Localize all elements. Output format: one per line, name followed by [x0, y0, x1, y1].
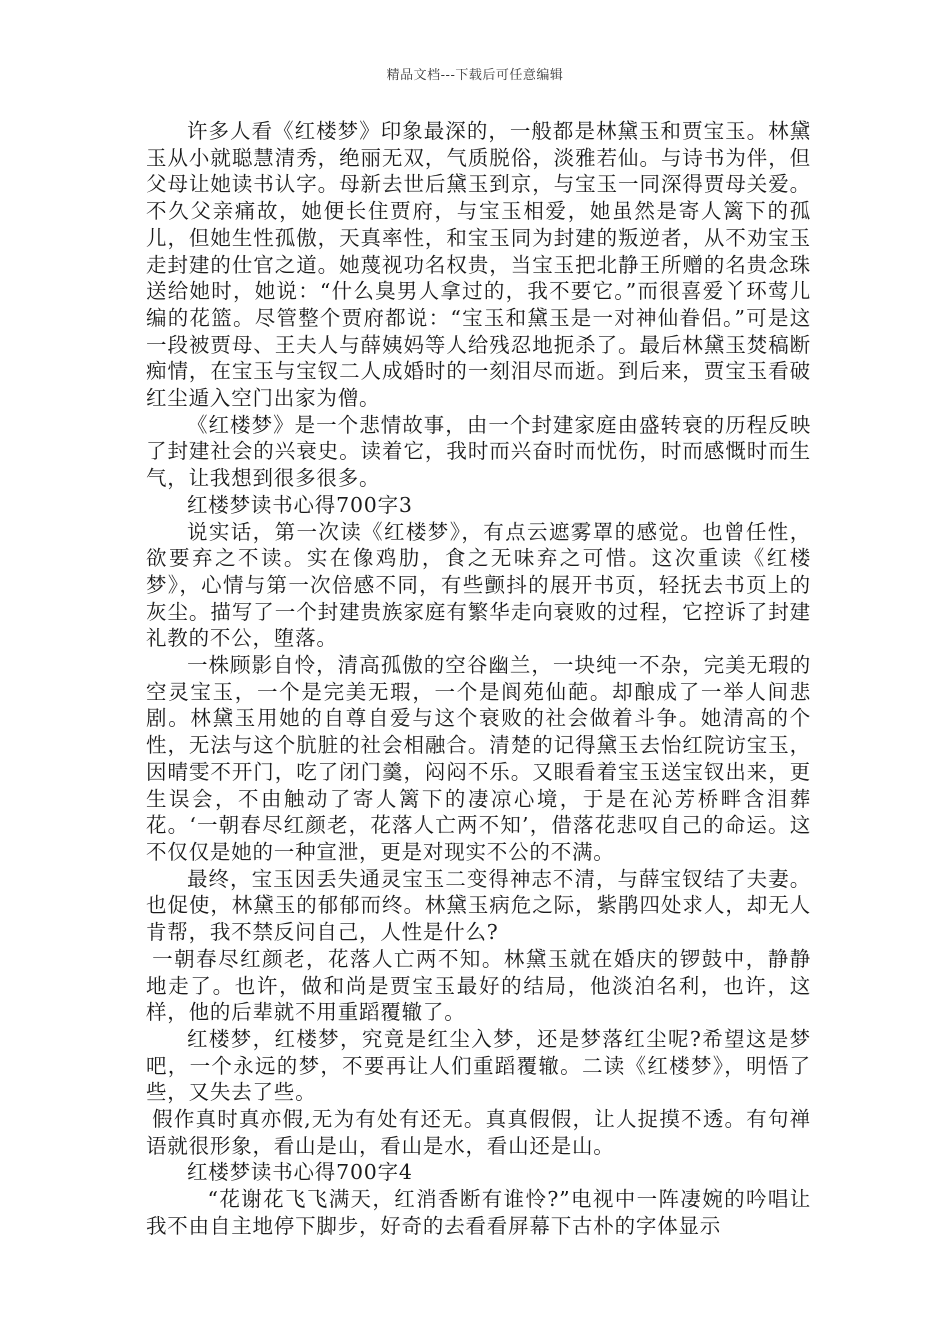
paragraph-3: 说实话，第一次读《红楼梦》，有点云遮雾罩的感觉。也曾任性，欲要弃之不读。实在像鸡肋，食之无味弃之可惜。这次重读《红楼梦》，心情与第一次倍感不同，有些颤抖的展开书页，轻抚去书页上的灰尘。描写了一个封建贵族家庭有繁华走向衰败的过程，它控诉了封建礼教的不公，堕落。 [146, 519, 811, 651]
paragraph-2: 《红楼梦》是一个悲情故事，由一个封建家庭由盛转衰的历程反映了封建社会的兴衰史。读着它，我时而兴奋时而忧伤，时而感慨时而生气，让我想到很多很多。 [146, 412, 811, 491]
page-header: 精品文档---下载后可任意编辑 [386, 68, 564, 83]
document-body [146, 118, 811, 1240]
paragraph-6: 一朝春尽红颜老，花落人亡两不知。林黛玉就在婚庆的锣鼓中，静静地走了。也许，做和尚是贾宝玉最好的结局，他淡泊名利，也许，这样，他的后辈就不用重蹈覆辙了。 [146, 946, 811, 1025]
paragraph-9: “花谢花飞飞满天，红消香断有谁怜?”电视中一阵凄婉的吟唱让我不由自主地停下脚步，好奇的去看看屏幕下古朴的字体显示 [146, 1187, 811, 1238]
paragraph-4: 一株顾影自怜，清高孤傲的空谷幽兰，一块纯一不杂，完美无瑕的空灵宝玉，一个是完美无瑕，一个是阆苑仙葩。却酿成了一举人间悲剧。林黛玉用她的自尊自爱与这个衰败的社会做着斗争。她清高的个性，无法与这个肮脏的社会相融合。清楚的记得黛玉去怡红院访宝玉，因晴雯不开门，吃了闭门羹，闷闷不乐。又眼看着宝玉送宝钗出来，更生误会，不由触动了寄人篱下的凄凉心境，于是在沁芳桥畔含泪葬花。‘一朝春尽红颜老，花落人亡两不知’，借落花悲叹自己的命运。这不仅仅是她的一种宣泄，更是对现实不公的不满。 [146, 653, 811, 864]
section-heading-4: 红楼梦读书心得700字4 [187, 1160, 413, 1185]
section-heading-3: 红楼梦读书心得700字3 [187, 492, 413, 517]
paragraph-5: 最终，宝玉因丢失通灵宝玉二变得神志不清，与薛宝钗结了夫妻。也促使，林黛玉的郁郁而终。林黛玉病危之际，紫鹃四处求人，却无人肯帮，我不禁反问自己，人性是什么? [146, 866, 811, 945]
paragraph-1: 许多人看《红楼梦》印象最深的，一般都是林黛玉和贾宝玉。林黛玉从小就聪慧清秀，绝丽无双，气质脱俗，淡雅若仙。与诗书为伴，但父母让她读书认字。母新去世后黛玉到京，与宝玉一同深得贾母关爱。不久父亲痛故，她便长住贾府，与宝玉相爱，她虽然是寄人篱下的孤儿，但她生性孤傲，天真率性，和宝玉同为封建的叛逆者，从不劝宝玉走封建的仕官之道。她蔑视功名权贵，当宝玉把北静王所赠的名贵念珠送给她时，她说：“什么臭男人拿过的，我不要它。”而很喜爱丫环莺儿编的花篮。尽管整个贾府都说：“宝玉和黛玉是一对神仙眷侣。”可是这一段被贾母、王夫人与薛姨妈等人给残忍地扼杀了。最后林黛玉焚稿断痴情，在宝玉与宝钗二人成婚时的一刻泪尽而逝。到后来，贾宝玉看破红尘遁入空门出家为僧。 [146, 119, 811, 411]
paragraph-8: 假作真时真亦假,无为有处有还无。真真假假，让人捉摸不透。有句禅语就很形象，看山是山，看山是水，看山还是山。 [146, 1107, 811, 1158]
paragraph-7: 红楼梦，红楼梦，究竟是红尘入梦，还是梦落红尘呢?希望这是梦吧，一个永远的梦，不要再让人们重蹈覆辙。二读《红楼梦》，明悟了些，又失去了些。 [146, 1026, 811, 1105]
